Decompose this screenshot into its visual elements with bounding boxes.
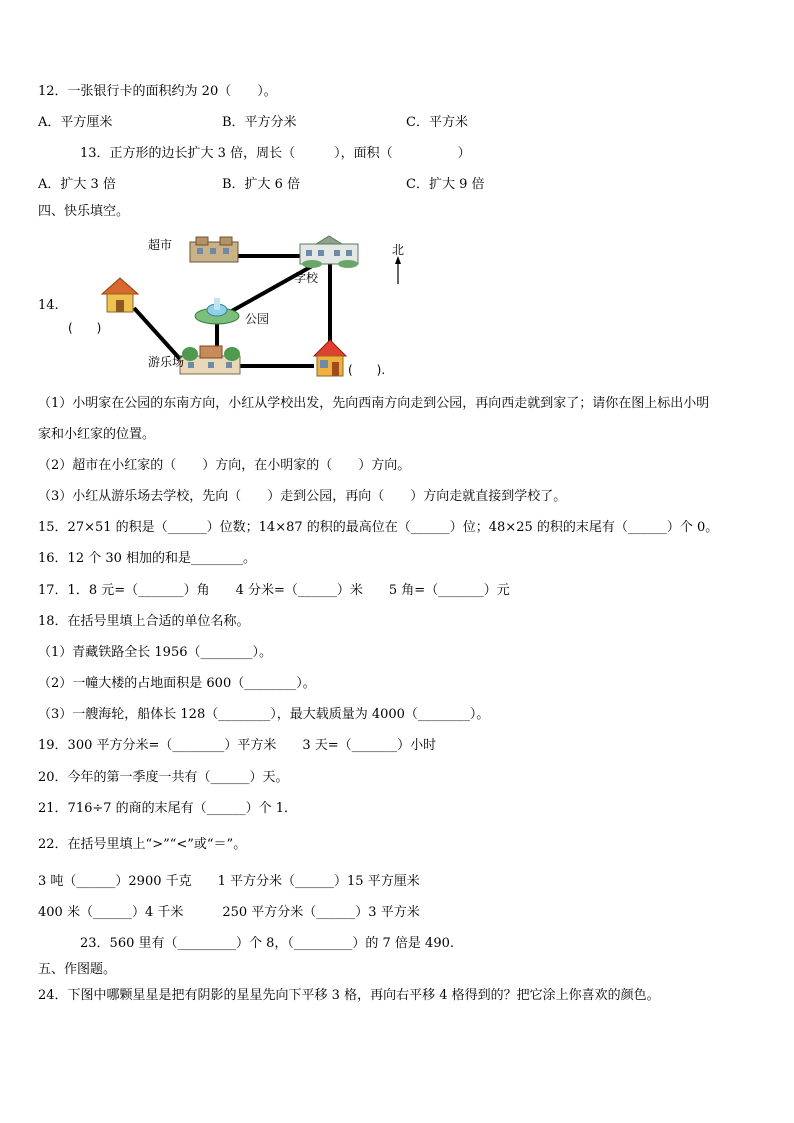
q18-stem: 18．在括号里填上合适的单位名称。 <box>38 614 250 629</box>
map-label-park: 公园 <box>245 312 270 326</box>
q14-sub1-line1: （1）小明家在公园的东南方向，小红从学校出发，先向西南方向走到公园，再向西走就到家了；请你在图上标出小明 <box>38 396 710 411</box>
north-arrow-icon <box>395 256 401 284</box>
q18-sub3: （3）一艘海轮，船体长 128（________），最大载质量为 4000（________）。 <box>38 707 490 722</box>
q15: 15．27×51 的积是（______）位数；14×87 的积的最高位在（______）位；48×25 的积的末尾有（______）个 0。 <box>38 520 719 535</box>
map-label-playground: 游乐场 <box>148 355 185 369</box>
map-blank-right: ( ). <box>348 363 386 377</box>
q13-option-c: C．扩大 9 倍 <box>406 177 485 192</box>
q17: 17．1．8 元=（_______）角 4 分米=（______）米 5 角=（_______）元 <box>38 583 510 598</box>
map-label-school: 学校 <box>294 271 319 285</box>
house-left-icon <box>102 278 138 312</box>
q12-option-a: A．平方厘米 <box>38 115 113 130</box>
q24: 24．下图中哪颗星星是把有阴影的星星先向下平移 3 格，再向右平移 4 格得到的？把它涂上你喜欢的颜色。 <box>38 988 660 1003</box>
map-diagram <box>62 234 422 380</box>
q14-sub2: （2）超市在小红家的（ ）方向，在小明家的（ ）方向。 <box>38 458 411 473</box>
q20: 20．今年的第一季度一共有（______）天。 <box>38 770 289 785</box>
park-fountain-icon <box>195 298 239 324</box>
q22-row2: 400 米（______）4 千米 250 平方分米（______）3 平方米 <box>38 905 420 920</box>
q12-option-b: B．平方分米 <box>222 115 297 130</box>
q22-row1: 3 吨（______）2900 千克 1 平方分米（______）15 平方厘米 <box>38 874 420 889</box>
school-building <box>300 236 358 268</box>
section5-title: 五、作图题。 <box>38 962 117 977</box>
section4-title: 四、快乐填空。 <box>38 204 130 219</box>
q13-stem: 13．正方形的边长扩大 3 倍，周长（ ），面积（ ） <box>80 146 471 161</box>
q21: 21．716÷7 的商的末尾有（______）个 1． <box>38 801 298 816</box>
supermarket-building <box>190 237 238 262</box>
q14-sub3: （3）小红从游乐场去学校，先向（ ）走到公园，再向（ ）方向走就直接到学校了。 <box>38 489 567 504</box>
house-right-icon <box>314 340 346 376</box>
road-house-playground <box>134 308 180 359</box>
q19: 19．300 平方分米=（________）平方米 3 天=（_______）小时 <box>38 738 437 753</box>
q13-option-a: A．扩大 3 倍 <box>38 177 116 192</box>
q23: 23．560 里有（_________）个 8，（_________）的 7 倍是 490. <box>80 936 455 951</box>
q18-sub2: （2）一幢大楼的占地面积是 600（________）。 <box>38 676 316 691</box>
map-blank-left: ( ) <box>68 321 102 335</box>
q14-map <box>62 234 422 380</box>
q13-option-b: B．扩大 6 倍 <box>222 177 301 192</box>
q12-stem: 12．一张银行卡的面积约为 20（ ）。 <box>38 84 277 99</box>
q12-option-c: C．平方米 <box>406 115 468 130</box>
playground-building <box>180 346 240 374</box>
q14-number: 14. <box>38 298 59 313</box>
q14-sub1-line2: 家和小红家的位置。 <box>38 427 156 442</box>
q18-sub1: （1）青藏铁路全长 1956（________）。 <box>38 645 272 660</box>
map-label-supermarket: 超市 <box>148 238 173 252</box>
q16: 16．12 个 30 相加的和是________。 <box>38 551 257 566</box>
map-label-north: 北 <box>392 243 405 257</box>
q22-stem: 22．在括号里填上“>”“<”或“＝”。 <box>38 837 247 852</box>
